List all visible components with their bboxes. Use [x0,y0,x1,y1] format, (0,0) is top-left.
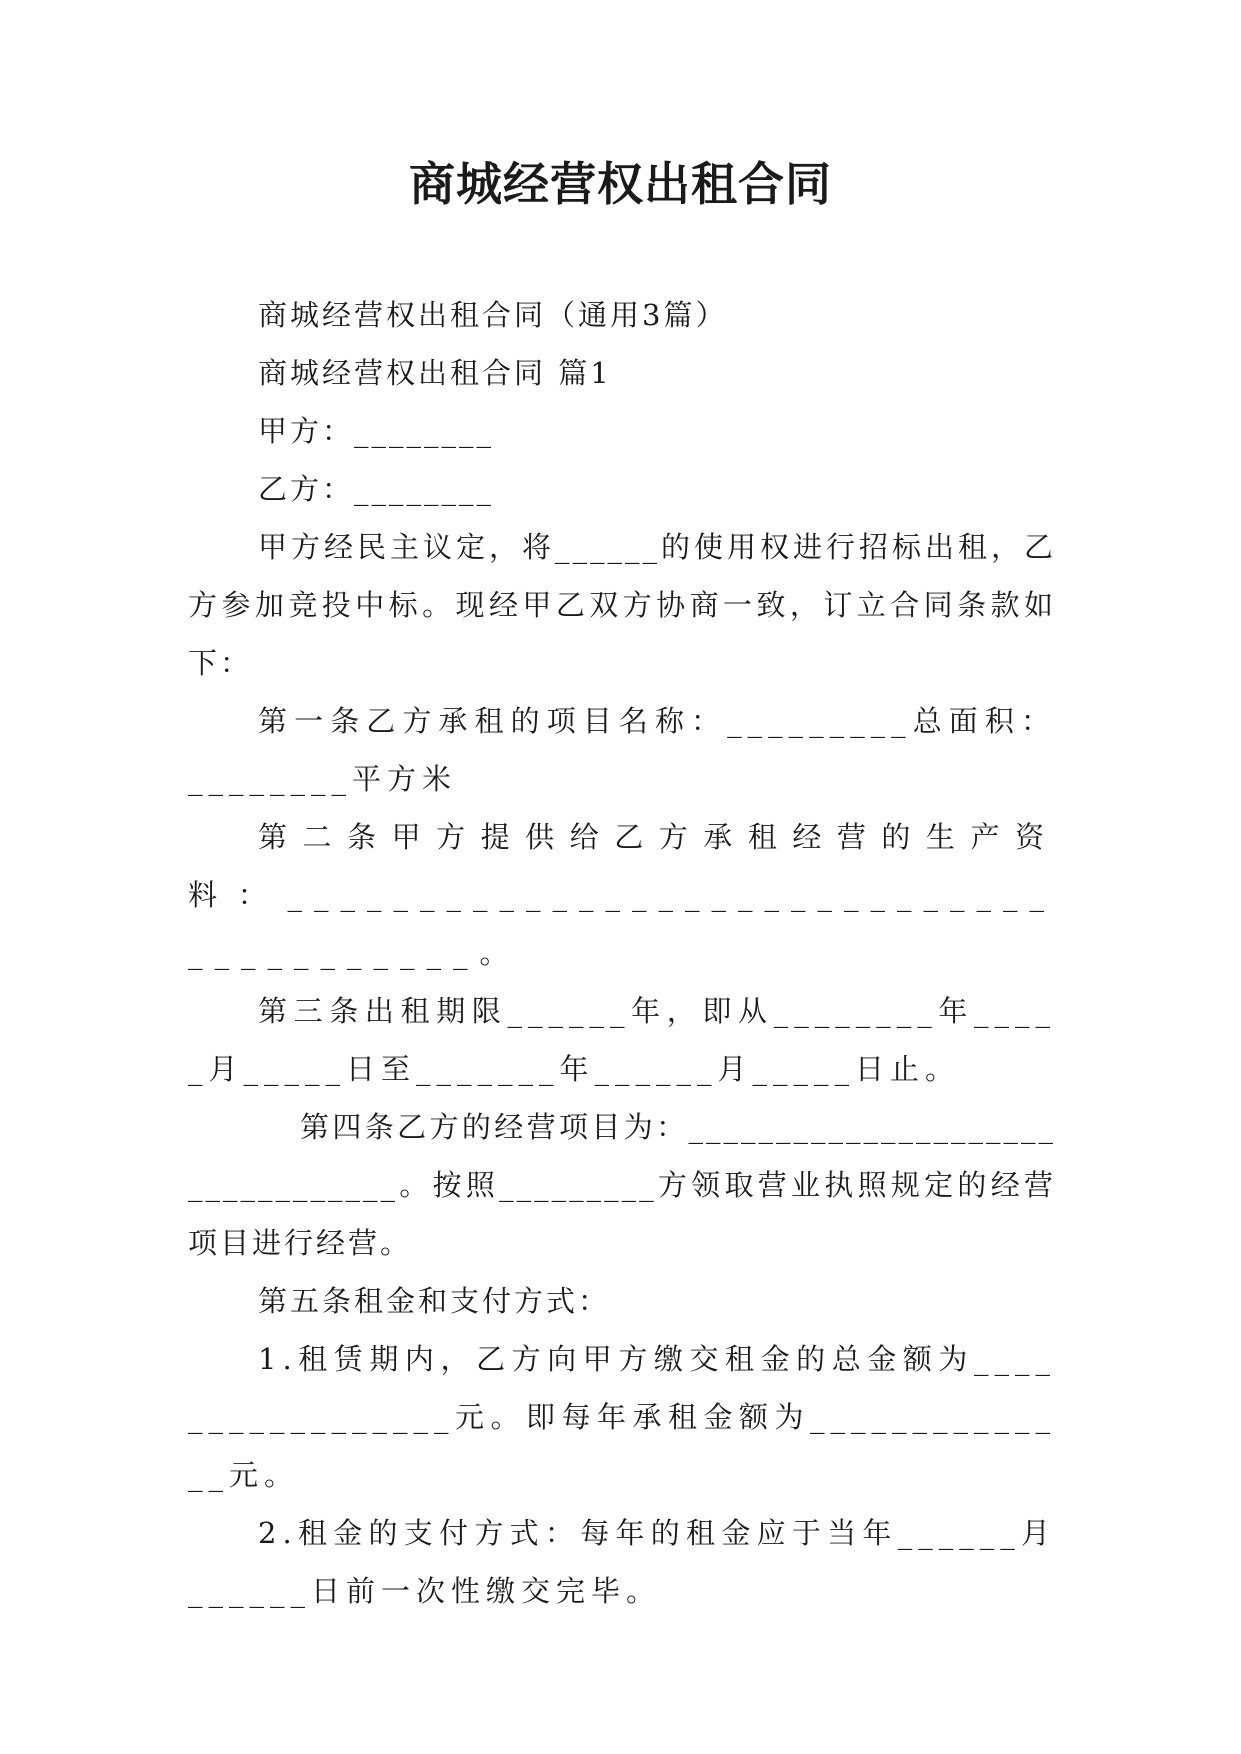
paragraph-section-heading: 商城经营权出租合同 篇1 [258,356,612,390]
paragraph-rent-total: 1.租赁期内，乙方向甲方缴交租金的总金额为_________________元。即每年承租金额为______________元。 [188,1342,1056,1492]
paragraph-article-1: 第一条乙方承租的项目名称：_________总面积：________平方米 [188,704,1056,796]
paragraph-subtitle: 商城经营权出租合同（通用3篇） [258,298,728,332]
paragraph-article-2: 第二条甲方提供给乙方承租经营的生产资料：________________________________________。 [188,820,1056,970]
paragraph-preamble: 甲方经民主议定，将______的使用权进行招标出租，乙方参加竞投中标。现经甲乙双方协商一致，订立合同条款如下： [188,530,1056,680]
paragraph-rent-payment: 2.租金的支付方式：每年的租金应于当年______月______日前一次性缴交完毕。 [188,1516,1056,1608]
paragraph-party-b: 乙方：________ [258,472,495,506]
paragraph-article-5: 第五条租金和支付方式： [258,1284,611,1318]
document-body [188,286,1056,1620]
paragraph-article-3: 第三条出租期限______年，即从________年_____月_____日至_______年______月_____日止。 [188,994,1056,1086]
paragraph-article-4: 第四条乙方的经营项目为：_________________________________。按照_________方领取营业执照规定的经营项目进行经营。 [188,1110,1056,1260]
document-title: 商城经营权出租合同 [409,157,832,211]
paragraph-party-a: 甲方：________ [258,414,495,448]
